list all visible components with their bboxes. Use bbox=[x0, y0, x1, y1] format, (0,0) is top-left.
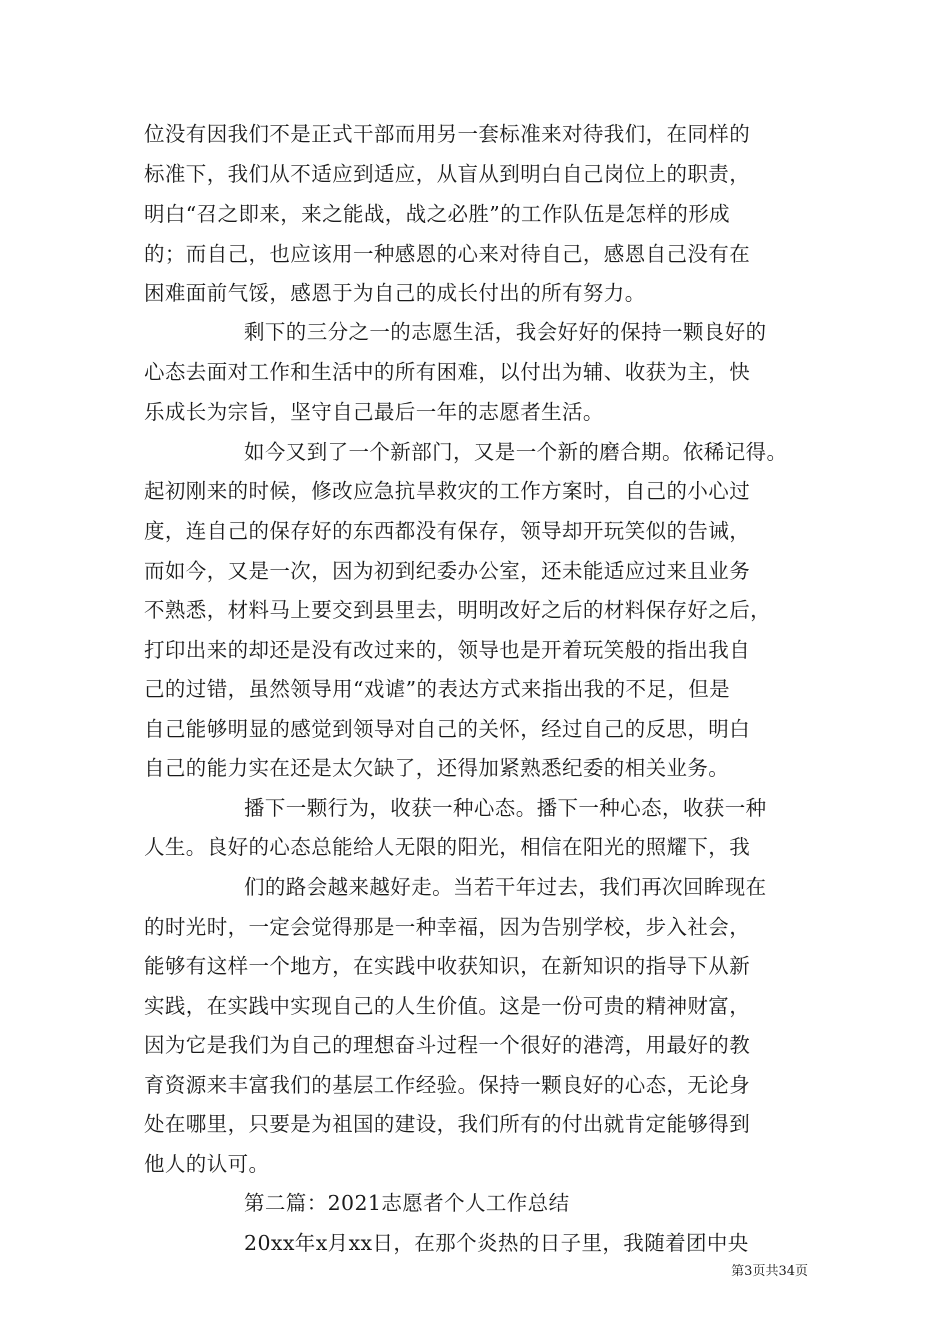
body-text-line: 自己能够明显的感觉到领导对自己的关怀，经过自己的反思，明白 bbox=[144, 717, 751, 741]
body-text-line: 的；而自己，也应该用一种感恩的心来对待自己，感恩自己没有在 bbox=[144, 242, 751, 266]
body-text-line: 自己的能力实在还是太欠缺了，还得加紧熟悉纪委的相关业务。 bbox=[144, 756, 730, 780]
body-text-line: 处在哪里，只要是为祖国的建设，我们所有的付出就肯定能够得到 bbox=[144, 1112, 751, 1136]
page-number-footer: 第3页共34页 bbox=[731, 1264, 808, 1279]
body-text-line: 他人的认可。 bbox=[144, 1152, 270, 1176]
body-text-line: 明白“召之即来，来之能战，战之必胜”的工作队伍是怎样的形成 bbox=[144, 202, 731, 226]
body-text-line: 打印出来的却还是没有改过来的，领导也是开着玩笑般的指出我自 bbox=[144, 638, 751, 662]
body-text-line: 们的路会越来越好走。当若干年过去，我们再次回眸现在 bbox=[244, 875, 767, 899]
body-text-line: 因为它是我们为自己的理想奋斗过程一个很好的港湾，用最好的教 bbox=[144, 1033, 751, 1057]
body-text-line: 能够有这样一个地方，在实践中收获知识，在新知识的指导下从新 bbox=[144, 954, 751, 978]
body-text-line: 育资源来丰富我们的基层工作经验。保持一颗良好的心态，无论身 bbox=[144, 1073, 751, 1097]
body-text-line: 不熟悉，材料马上要交到县里去，明明改好之后的材料保存好之后， bbox=[144, 598, 771, 622]
paragraph-first-line: 剩下的三分之一的志愿生活，我会好好的保持一颗良好的 bbox=[244, 320, 767, 344]
body-text-line: 而如今，又是一次，因为初到纪委办公室，还未能适应过来且业务 bbox=[144, 559, 751, 583]
body-text-line: 己的过错，虽然领导用“戏谑”的表达方式来指出我的不足，但是 bbox=[144, 677, 731, 701]
body-text-line: 的时光时，一定会觉得那是一种幸福，因为告别学校，步入社会， bbox=[144, 915, 751, 939]
paragraph-first-line: 播下一颗行为，收获一种心态。播下一种心态，收获一种 bbox=[244, 796, 767, 820]
paragraph-first-line: 20xx年x月xx日，在那个炎热的日子里，我随着团中央 bbox=[244, 1231, 749, 1255]
body-text-line: 实践，在实践中实现自己的人生价值。这是一份可贵的精神财富， bbox=[144, 994, 751, 1018]
body-text-line: 度，连自己的保存好的东西都没有保存，领导却开玩笑似的告诫， bbox=[144, 519, 751, 543]
body-text-line: 困难面前气馁，感恩于为自己的成长付出的所有努力。 bbox=[144, 281, 646, 305]
body-text-line: 人生。良好的心态总能给人无限的阳光，相信在阳光的照耀下，我 bbox=[144, 835, 751, 859]
body-text-line: 乐成长为宗旨，坚守自己最后一年的志愿者生活。 bbox=[144, 400, 604, 424]
body-text-line: 标准下，我们从不适应到适应，从盲从到明白自己岗位上的职责， bbox=[144, 162, 751, 186]
paragraph-first-line: 如今又到了一个新部门，又是一个新的磨合期。依稀记得。 bbox=[244, 440, 788, 464]
body-text-line: 心态去面对工作和生活中的所有困难，以付出为辅、收获为主，快 bbox=[144, 360, 751, 384]
body-text-line: 位没有因我们不是正式干部而用另一套标准来对待我们，在同样的 bbox=[144, 122, 751, 146]
section-heading: 第二篇：2021志愿者个人工作总结 bbox=[244, 1191, 570, 1215]
body-text-line: 起初刚来的时候，修改应急抗旱救灾的工作方案时，自己的小心过 bbox=[144, 479, 751, 503]
